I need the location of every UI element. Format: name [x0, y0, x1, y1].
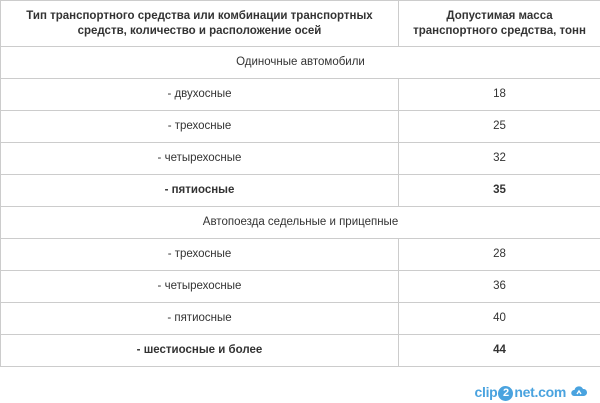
watermark-suffix: net.com	[514, 383, 566, 400]
watermark-prefix: clip	[474, 383, 498, 400]
table-row	[1, 175, 600, 207]
row-vehicle-type: - трехосные	[1, 111, 399, 143]
section-header-road-trains	[1, 207, 600, 239]
row-mass-value: 44	[399, 335, 600, 367]
row-mass-value: 18	[399, 79, 600, 111]
section-title: Автопоезда седельные и прицепные	[1, 207, 600, 239]
row-mass-value: 36	[399, 271, 600, 303]
table-row	[1, 111, 600, 143]
row-mass-value: 40	[399, 303, 600, 335]
section-header-single-vehicles	[1, 47, 600, 79]
row-vehicle-type: - пятиосные	[1, 303, 399, 335]
table-row	[1, 143, 600, 175]
header-allowed-mass: Допустимая масса транспортного средства, тонн	[399, 1, 600, 47]
section-title: Одиночные автомобили	[1, 47, 600, 79]
row-mass-value: 25	[399, 111, 600, 143]
table-header-row	[1, 1, 600, 47]
row-mass-value: 28	[399, 239, 600, 271]
row-mass-value: 32	[399, 143, 600, 175]
table-row	[1, 271, 600, 303]
watermark-text	[475, 384, 567, 401]
row-vehicle-type: - двухосные	[1, 79, 399, 111]
watermark-badge: 2	[498, 386, 513, 401]
row-vehicle-type: - четырехосные	[1, 271, 399, 303]
row-vehicle-type: - трехосные	[1, 239, 399, 271]
table-row	[1, 239, 600, 271]
table-row	[1, 335, 600, 367]
row-mass-value: 35	[399, 175, 600, 207]
cloud-clip-icon	[570, 383, 588, 401]
row-vehicle-type: - пятиосные	[1, 175, 399, 207]
row-vehicle-type: - четырехосные	[1, 143, 399, 175]
clip2net-watermark	[475, 383, 589, 401]
table-row	[1, 79, 600, 111]
table-row	[1, 303, 600, 335]
row-vehicle-type: - шестиосные и более	[1, 335, 399, 367]
header-vehicle-type: Тип транспортного средства или комбинации транспортных средств, количество и расположение осей	[1, 1, 399, 47]
